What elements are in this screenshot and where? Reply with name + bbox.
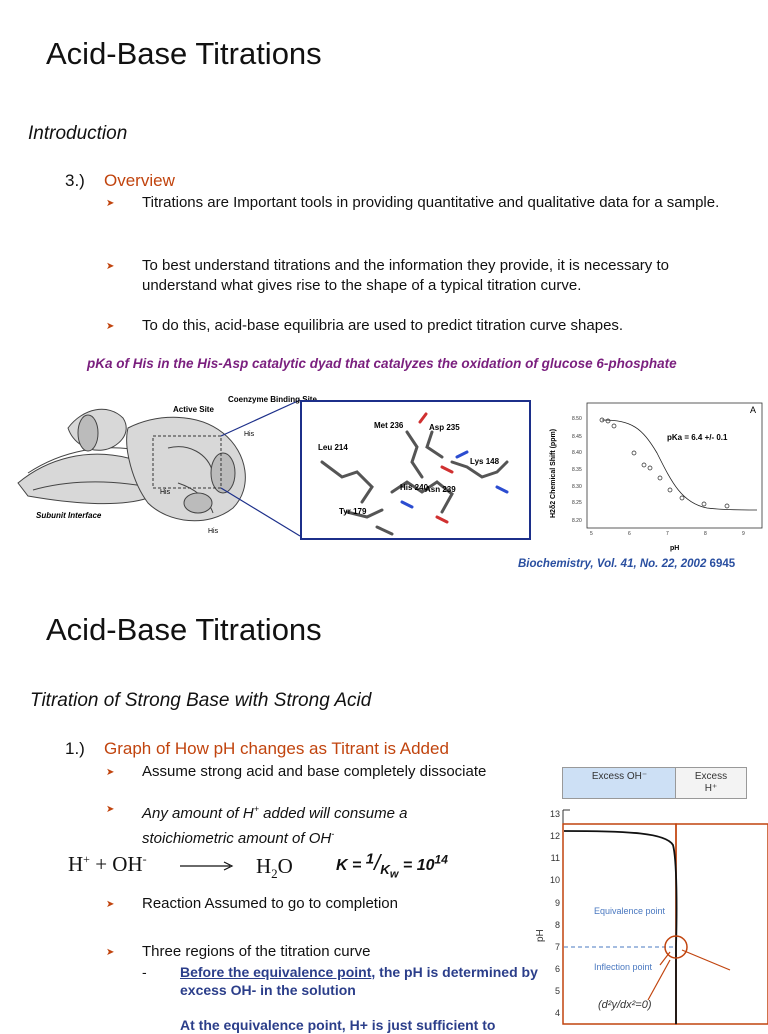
eq-h: H — [68, 852, 84, 876]
inflection-label: Inflection point — [594, 962, 653, 972]
slide2-item-title: Graph of How pH changes as Titrant is Added — [104, 739, 449, 758]
bullet-arrow-icon: ➤ — [106, 321, 115, 332]
svg-text:9: 9 — [742, 531, 745, 537]
sub1-rest: , the pH is determined by excess OH- in the solution — [180, 964, 538, 998]
eq-kw: K — [380, 862, 390, 878]
eq-exponent: 14 — [434, 852, 448, 867]
sub-bullet-1 — [180, 963, 545, 999]
residue-tyr179: Tyr 179 — [339, 507, 367, 516]
slide1-section: Introduction — [28, 123, 128, 144]
eq-product-o: O — [277, 854, 293, 878]
bullet-arrow-icon: ➤ — [106, 947, 115, 958]
excess-oh-label: Excess OH⁻ — [591, 771, 648, 782]
eq-kw-sub: w — [389, 868, 399, 881]
panel-label: A — [750, 405, 757, 415]
svg-text:5: 5 — [590, 531, 593, 537]
nmr-xlabel: pH — [670, 545, 680, 552]
citation — [518, 558, 735, 570]
eq-result: = 10 — [402, 857, 435, 874]
slide1-item-title: Overview — [104, 171, 175, 190]
label-his-1: His — [160, 489, 171, 496]
eq-k-label: K = — [336, 857, 366, 874]
eq-product — [256, 854, 293, 882]
excess-oh-box — [562, 767, 677, 799]
svg-text:8.50: 8.50 — [572, 416, 582, 422]
residue-his240: His 240 — [400, 483, 429, 492]
reaction-equation: H+ + OH- — [68, 852, 147, 876]
excess-h-label: Excess H⁺ — [694, 771, 728, 794]
svg-text:7: 7 — [666, 531, 669, 537]
label-coenzyme: Coenzyme Binding Site — [228, 395, 317, 404]
eq-product-sub: 2 — [271, 866, 278, 882]
residue-asp235: Asp 235 — [429, 423, 460, 432]
ytick-11: 11 — [550, 853, 560, 863]
slide2-bullet-2: Any amount of H+ added will consume a stoichiometric amount of OH- — [142, 804, 408, 847]
slide1-bullet-3: To do this, acid-base equilibria are used to predict titration curve shapes. — [142, 317, 624, 334]
figure-caption: pKa of His in the His-Asp catalytic dyad that catalyzes the oxidation of glucose 6-phosphate — [87, 356, 677, 371]
reaction-arrow-icon — [180, 860, 236, 872]
svg-text:8.20: 8.20 — [572, 518, 582, 524]
eq-product-h: H — [256, 854, 272, 878]
residue-lys148: Lys 148 — [470, 457, 500, 466]
label-his-2: His — [208, 528, 219, 535]
bullet-arrow-icon: ➤ — [106, 767, 115, 778]
ytick-6: 6 — [554, 964, 560, 974]
slide1-title: Acid-Base Titrations — [46, 36, 322, 71]
pka-annotation: pKa = 6.4 +/- 0.1 — [667, 433, 728, 442]
graph-ylabel: pH — [535, 929, 546, 942]
bullet2-part-a: Any amount of H — [142, 805, 254, 822]
ytick-4: 4 — [554, 1008, 560, 1018]
nmr-ylabel: H2δ2 Chemical Shift (ppm) — [550, 428, 557, 518]
slide1-item-number: 3.) — [65, 171, 85, 190]
svg-text:8.25: 8.25 — [572, 500, 582, 506]
bullet-arrow-icon: ➤ — [106, 198, 115, 209]
second-derivative-formula: (d²y/dx²=0) — [598, 999, 652, 1011]
svg-text:8.45: 8.45 — [572, 434, 582, 440]
bullet-arrow-icon: ➤ — [106, 261, 115, 272]
titration-curve-chart — [530, 800, 768, 1024]
slide1-bullet-1: Titrations are Important tools in providing quantitative and qualitative data for a sample. — [142, 194, 720, 211]
slide2-bullet-4: Three regions of the titration curve — [142, 943, 371, 960]
residue-met236: Met 236 — [374, 421, 404, 430]
bullet-arrow-icon: ➤ — [106, 899, 115, 910]
equivalence-label: Equivalence point — [594, 906, 666, 916]
residue-leu214: Leu 214 — [318, 443, 348, 452]
ytick-7: 7 — [554, 942, 560, 952]
slide2-section: Titration of Strong Base with Strong Acid — [30, 690, 372, 711]
slide2-title: Acid-Base Titrations — [46, 612, 322, 647]
bullet2-part-b: added will consume a — [259, 805, 408, 822]
svg-text:8.30: 8.30 — [572, 484, 582, 490]
svg-text:6: 6 — [628, 531, 631, 537]
bullet2-part-c: stoichiometric amount of OH — [142, 830, 332, 847]
nmr-ph-plot — [542, 398, 762, 556]
bullet-arrow-icon: ➤ — [106, 804, 115, 815]
active-site-closeup — [300, 400, 531, 540]
svg-text:8: 8 — [704, 531, 707, 537]
ytick-12: 12 — [549, 831, 560, 841]
citation-text: Biochemistry, Vol. 41, No. 22, 2002 — [518, 558, 707, 570]
ytick-8: 8 — [554, 920, 560, 930]
equilibrium-constant: $K = ^1/_{K_w} = 10^{14}$ — [336, 850, 448, 881]
protein-ribbon-diagram — [8, 388, 317, 548]
svg-text:8.35: 8.35 — [572, 467, 582, 473]
ytick-10: 10 — [549, 875, 560, 885]
ytick-13: 13 — [549, 809, 560, 819]
residue-asn239: Asn 239 — [425, 485, 456, 494]
citation-page: 6945 — [709, 558, 736, 570]
eq-one: 1 — [365, 850, 375, 868]
slide2-bullet-3: Reaction Assumed to go to completion — [142, 895, 398, 912]
sub-bullet-2: At the equivalence point, H+ is just sufficient to — [180, 1017, 496, 1033]
label-his-3: His — [244, 431, 255, 438]
sub-bullet-dash: - — [142, 964, 147, 980]
slide1-bullet-2: To best understand titrations and the information they provide, it is necessary to understand what gives rise to the shape of a typical titration curve. — [142, 257, 669, 294]
slide2-bullet-1: Assume strong acid and base completely dissociate — [142, 763, 487, 780]
label-subunit-interface: Subunit Interface — [36, 511, 102, 520]
ytick-9: 9 — [554, 898, 560, 908]
excess-h-box — [675, 767, 747, 799]
slide2-item-number: 1.) — [65, 739, 85, 758]
svg-text:8.40: 8.40 — [572, 450, 582, 456]
ytick-5: 5 — [554, 986, 560, 996]
label-active-site: Active Site — [173, 405, 214, 414]
sub1-underlined: Before the equivalence point — [180, 964, 372, 980]
eq-oh: + OH — [95, 852, 143, 876]
